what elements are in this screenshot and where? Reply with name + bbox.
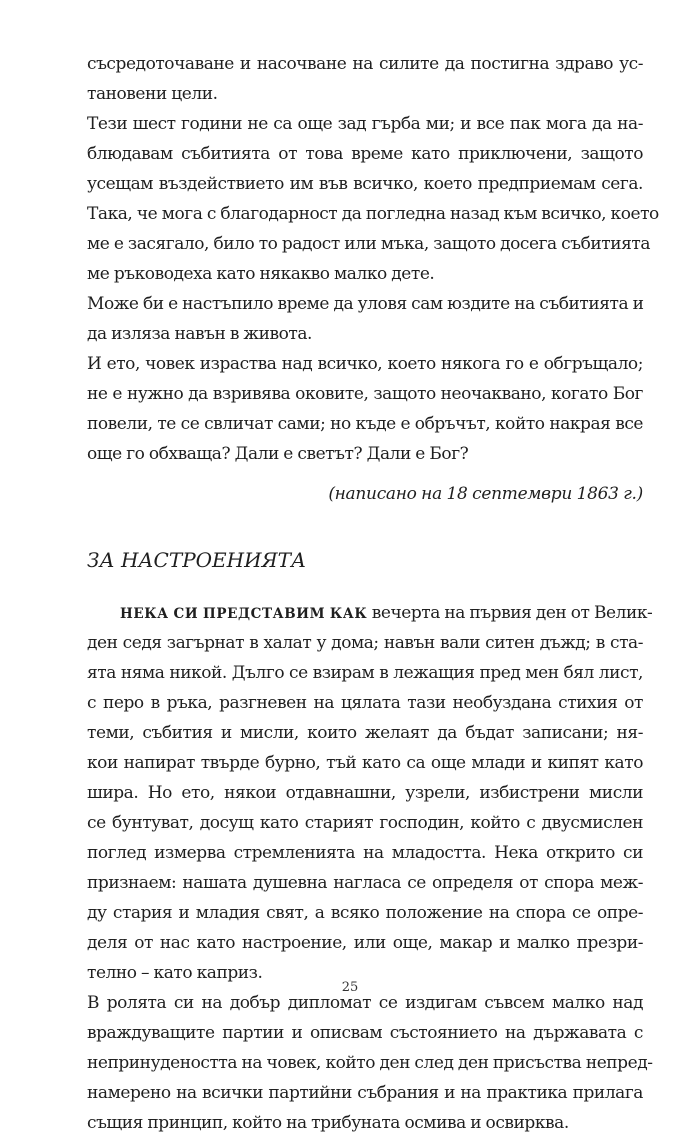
text-line: повели, те се свличат сами; но къде е обръчът, който накрая все <box>87 414 643 434</box>
lead-in-smallcaps: НЕКА СИ ПРЕДСТАВИМ КАК <box>120 606 368 622</box>
section-2-text <box>87 598 653 1138</box>
text-line: тановени цели. <box>87 84 218 104</box>
text-line: Може би е настъпило време да уловя сам юздите на събитията и <box>87 294 644 314</box>
text-line: ме ръководеха като някакво малко дете. <box>87 264 435 284</box>
text-line: враждуващите партии и описвам състоянието на държавата с <box>87 1023 643 1043</box>
text-line: ята няма никой. Дълго се взирам в лежащия пред мен бял лист, <box>87 663 643 683</box>
text-line: теми, събития и мисли, които желаят да бъдат записани; ня- <box>87 723 643 743</box>
first-line-rest: вечерта на първия ден от Велик- <box>367 603 653 623</box>
text-line: да изляза навън в живота. <box>87 324 312 344</box>
date-signature: (написано на 18 септември 1863 г.) <box>328 484 643 504</box>
text-line: се бунтуват, досущ като старият господин, който с двусмислен <box>87 813 643 833</box>
text-line: Тези шест години не са още зад гърба ми; и все пак мога да на- <box>87 114 643 134</box>
text-line: намерено на всички партийни събрания и на практика прилага <box>87 1083 643 1103</box>
text-line: В ролята си на добър дипломат се издигам съвсем малко над <box>87 993 643 1013</box>
page-body <box>87 49 659 1138</box>
text-line: шира. Но ето, някои отдавнашни, узрели, избистрени мисли <box>87 783 643 803</box>
text-line: с перо в ръка, разгневен на цялата тази необуздана стихия от <box>87 693 643 713</box>
text-line-first <box>87 598 653 628</box>
section-1-text <box>87 49 659 469</box>
text-line: поглед измерва стремленията на младостта. Нека открито си <box>87 843 643 863</box>
text-line: ден седя загърнат в халат у дома; навън вали ситен дъжд; в ста- <box>87 633 643 653</box>
text-line: признаем: нашата душевна нагласа се определя от спора меж- <box>87 873 643 893</box>
text-line: непринудеността на човек, който ден след ден присъства непред- <box>87 1053 653 1073</box>
text-line: деля от нас като настроение, или още, макар и малко презри- <box>87 933 643 953</box>
text-line: ме е засягало, било то радост или мъка, защото досега събитията <box>87 234 651 254</box>
text-line: телно – като каприз. <box>87 963 263 983</box>
text-line: ду стария и младия свят, а всяко положение на спора се опре- <box>87 903 643 923</box>
text-line: кои напират твърде бурно, тъй като са още млади и кипят като <box>87 753 643 773</box>
text-line: още го обхваща? Дали е светът? Дали е Бог? <box>87 444 469 464</box>
text-line: блюдавам събитията от това време като приключени, защото <box>87 144 643 164</box>
text-line: И ето, човек израства над всичко, което някога го е обгръщало; <box>87 354 643 374</box>
text-line: усещам въздействието им във всичко, което предприемам сега. <box>87 174 643 194</box>
text-line: Така, че мога с благодарност да погледна назад към всичко, което <box>87 204 659 224</box>
page-number: 25 <box>341 980 359 995</box>
section-heading: ЗА НАСТРОЕНИЯТА <box>87 548 307 572</box>
text-line: не е нужно да взривява оковите, защото неочаквано, когато Бог <box>87 384 643 404</box>
text-line: същия принцип, който на трибуната осмива и освирква. <box>87 1113 569 1133</box>
text-line: съсредоточаване и насочване на силите да постигна здраво ус- <box>87 54 643 74</box>
